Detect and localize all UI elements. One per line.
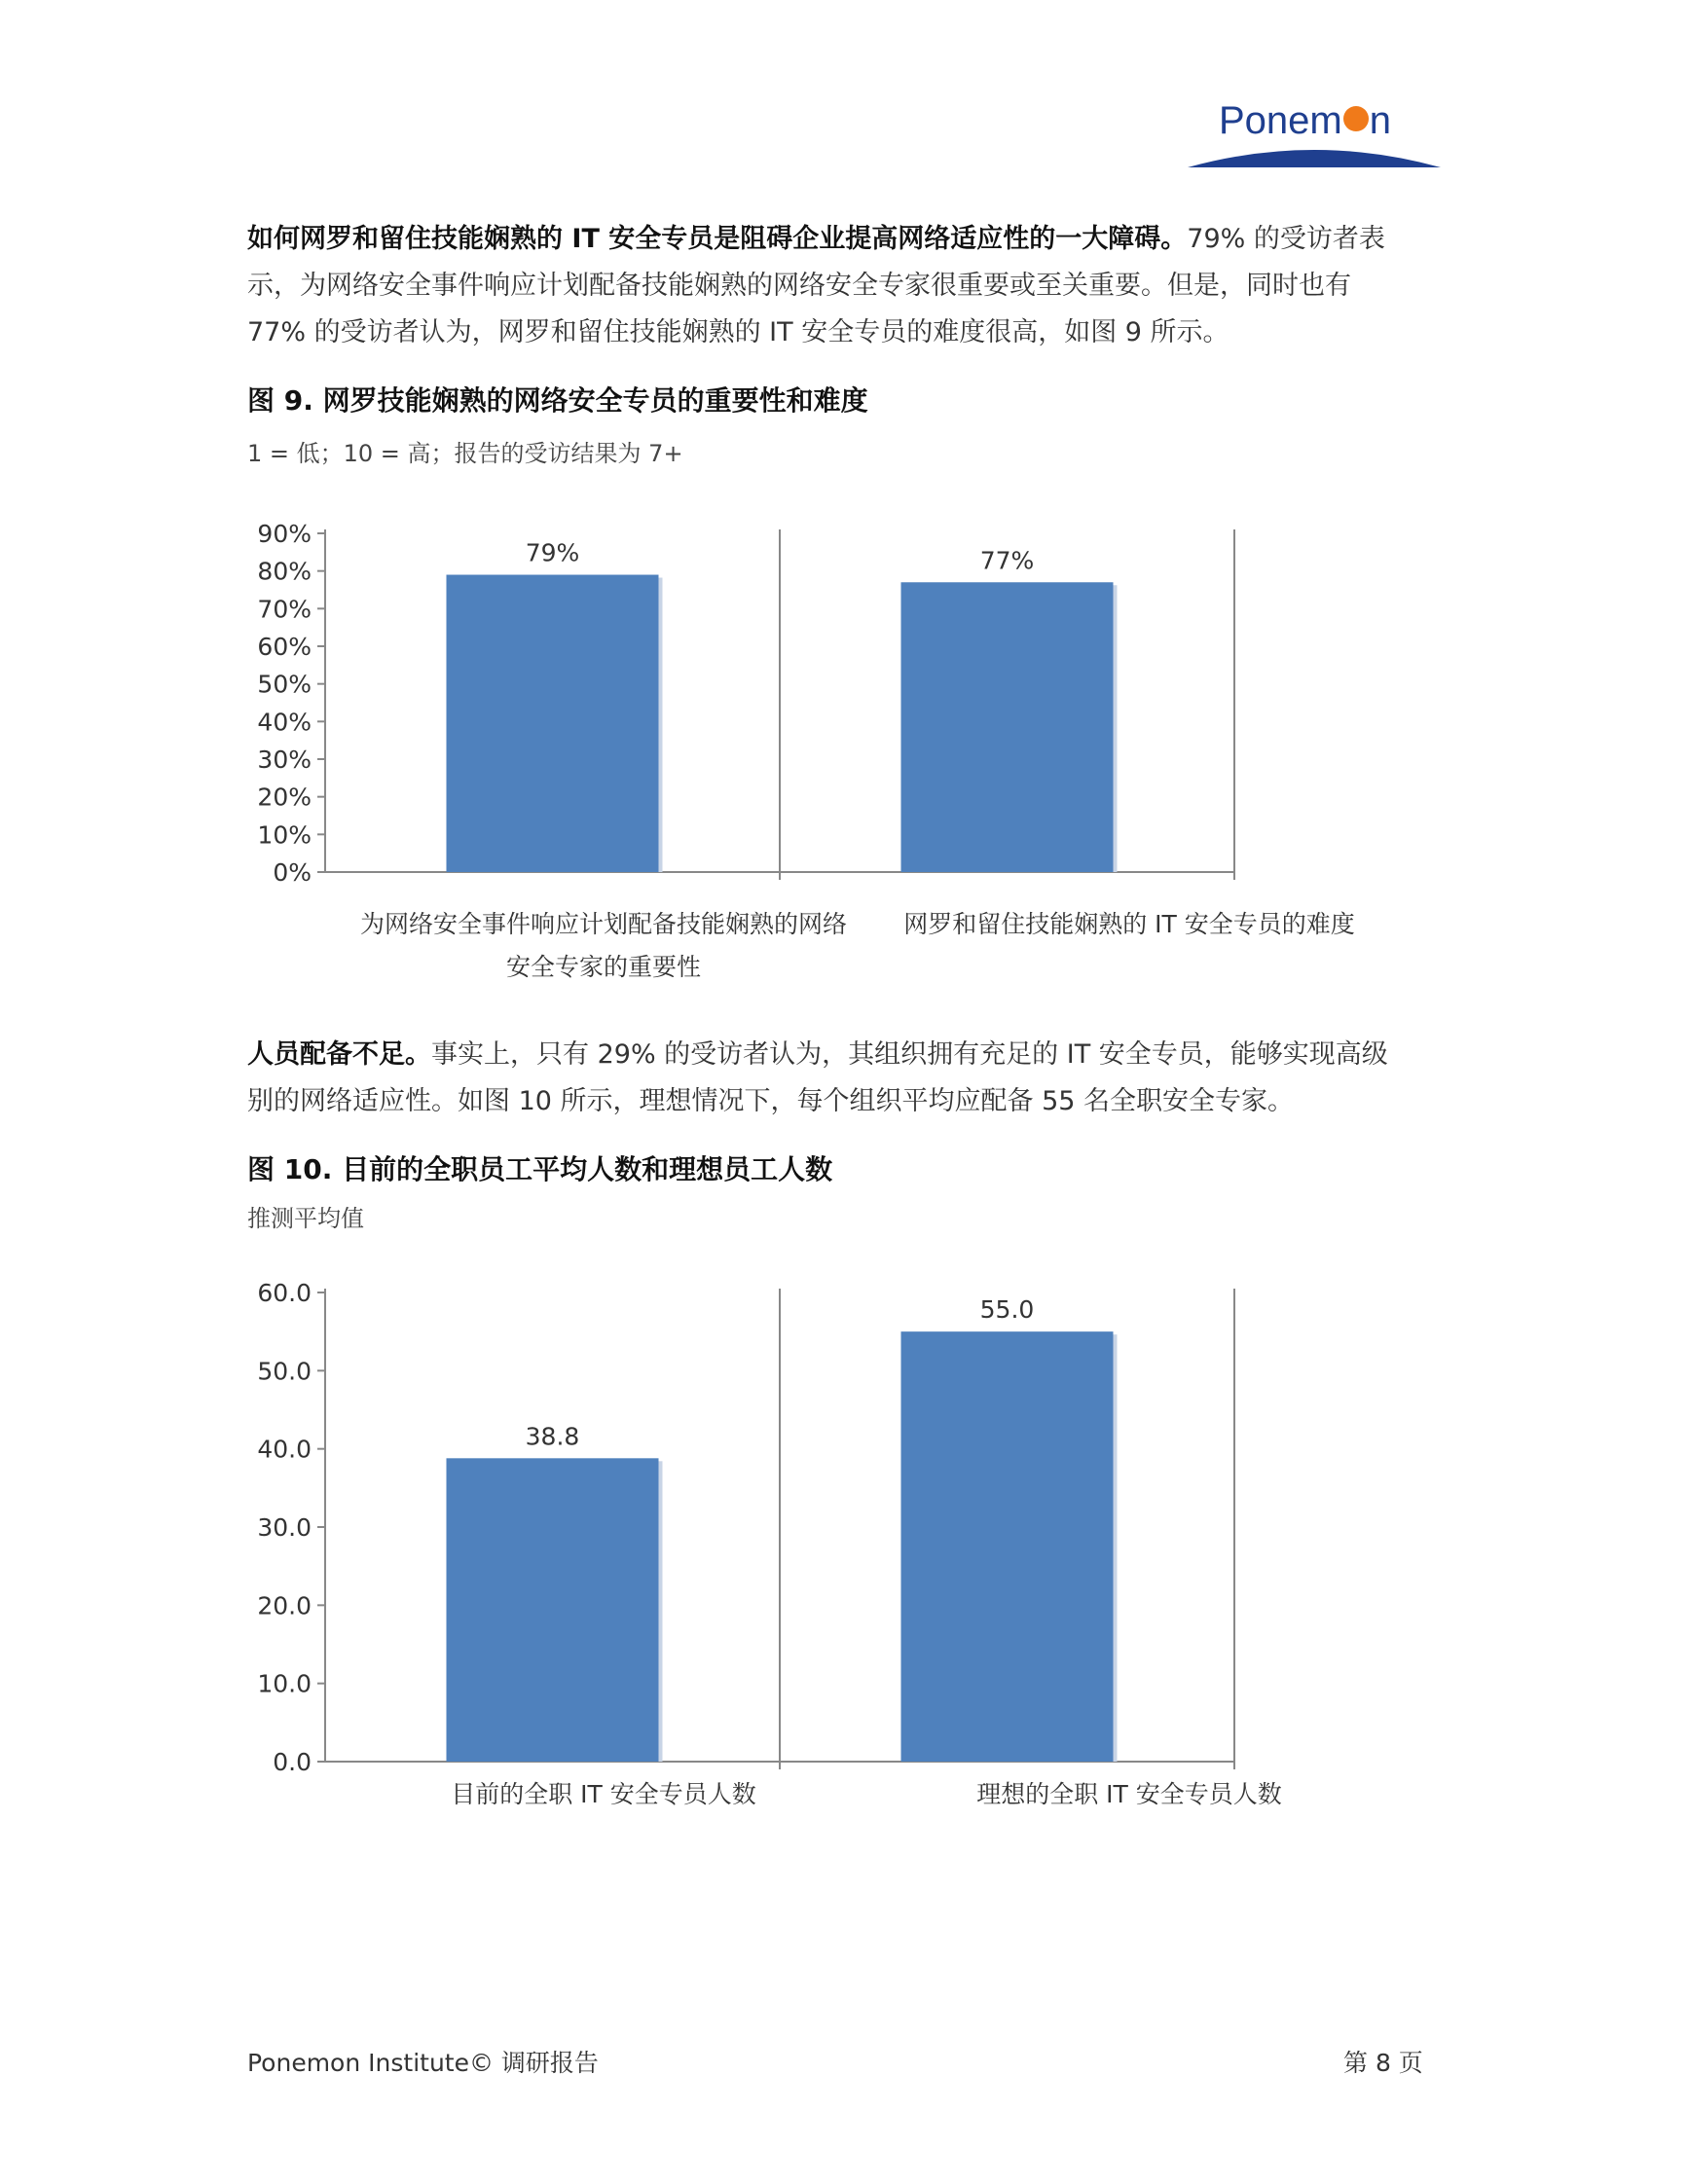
figure-10-category-1: 目前的全职 IT 安全专员人数	[451, 1780, 756, 1808]
figure-9-category-2: 网罗和留住技能娴熟的 IT 安全专员的难度	[903, 910, 1355, 938]
bar-value-label: 55.0	[979, 1295, 1035, 1325]
y-tick-label: 60%	[257, 633, 312, 661]
figure-10-chart	[234, 1265, 1460, 1785]
logo-sun-icon	[1343, 106, 1369, 131]
y-tick-label: 10%	[257, 820, 312, 850]
logo-wordmark: Ponem n	[1219, 99, 1391, 142]
y-tick-label: 10.0	[257, 1669, 312, 1698]
figure-9-title: 图 9. 网罗技能娴熟的网络安全专员的重要性和难度	[247, 384, 868, 417]
figure-10-subtitle: 推测平均值	[247, 1205, 364, 1232]
figure-10-category-2: 理想的全职 IT 安全专员人数	[976, 1780, 1282, 1808]
y-tick-label: 20.0	[257, 1591, 312, 1620]
bar	[901, 582, 1114, 872]
paragraph-lead: 如何网罗和留住技能娴熟的 IT 安全专员是阻碍企业提高网络适应性的一大障碍。	[247, 224, 1188, 254]
figure-9-chart	[234, 516, 1460, 899]
paragraph-line: 示，为网络安全事件响应计划配备技能娴熟的网络安全专家很重要或至关重要。但是，同时也有	[247, 271, 1351, 301]
logo-subtitle: INSTITUTE	[1295, 141, 1394, 153]
bar-value-label: 77%	[979, 546, 1035, 575]
y-tick-label: 80%	[257, 557, 312, 586]
paragraph-lead: 人员配备不足。	[247, 1039, 431, 1070]
figure-10-plot	[234, 1265, 1460, 1781]
y-tick-label: 60.0	[257, 1279, 312, 1307]
paragraph-line: 如何网罗和留住技能娴熟的 IT 安全专员是阻碍企业提高网络适应性的一大障碍。79% 的受访者表	[247, 224, 1385, 254]
figure-9-subtitle: 1 = 低；10 = 高；报告的受访结果为 7+	[247, 440, 683, 467]
paragraph-line: 别的网络适应性。如图 10 所示，理想情况下，每个组织平均应配备 55 名全职安全专家。	[247, 1086, 1295, 1116]
bar	[447, 1458, 659, 1762]
y-tick-label: 40%	[257, 708, 312, 737]
paragraph-recruiting	[247, 216, 1445, 356]
y-tick-label: 50%	[257, 670, 312, 699]
bar-value-label: 79%	[525, 538, 580, 567]
y-tick-label: 90%	[257, 520, 312, 548]
y-tick-label: 20%	[257, 783, 312, 812]
bar-value-label: 38.8	[525, 1422, 580, 1451]
y-tick-label: 30.0	[257, 1513, 312, 1542]
bar	[901, 1331, 1114, 1762]
category-label-line: 为网络安全事件响应计划配备技能娴熟的网络	[359, 910, 847, 938]
footer-source: Ponemon Institute© 调研报告	[247, 2049, 599, 2077]
ponemon-logo	[1188, 93, 1441, 171]
y-tick-label: 70%	[257, 595, 312, 624]
y-tick-label: 0%	[273, 858, 312, 887]
y-tick-label: 0.0	[273, 1748, 312, 1776]
paragraph-staffing	[247, 1032, 1445, 1125]
footer-page-number: 第 8 页	[1343, 2049, 1423, 2077]
y-tick-label: 50.0	[257, 1357, 312, 1386]
figure-9-plot	[234, 516, 1460, 895]
y-tick-label: 30%	[257, 746, 312, 774]
paragraph-line: 人员配备不足。事实上，只有 29% 的受访者认为，其组织拥有充足的 IT 安全专员，能够实现高级	[247, 1039, 1388, 1070]
figure-9-category-1	[331, 903, 876, 989]
figure-10-title: 图 10. 目前的全职员工平均人数和理想员工人数	[247, 1153, 833, 1185]
paragraph-line: 77% 的受访者认为，网罗和留住技能娴熟的 IT 安全专员的难度很高，如图 9 所示。	[247, 317, 1229, 347]
y-tick-label: 40.0	[257, 1435, 312, 1464]
bar	[447, 575, 659, 872]
category-label-line: 安全专家的重要性	[505, 953, 701, 981]
